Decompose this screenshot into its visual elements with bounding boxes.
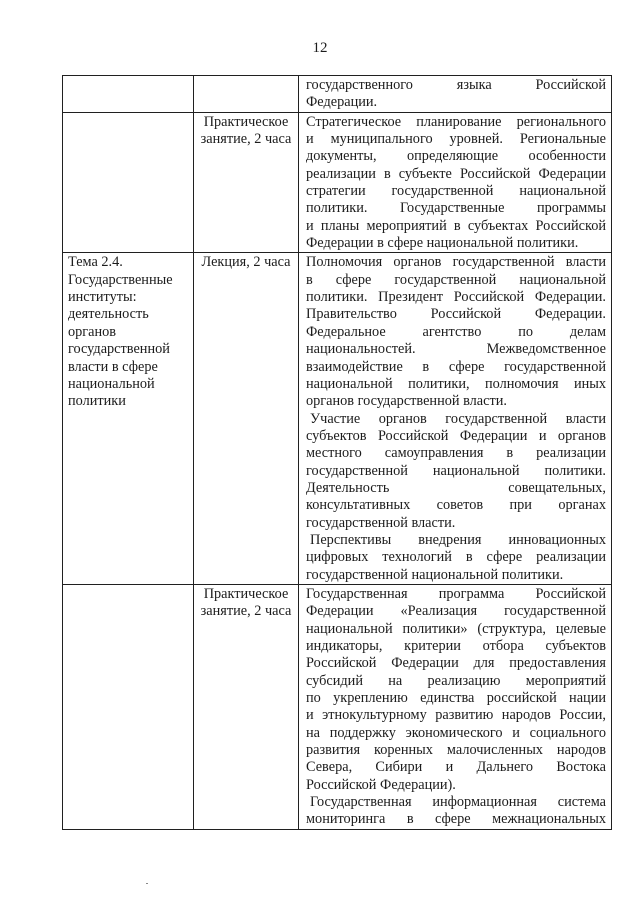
content-line: политики. Президент Российской Федерации. [306, 289, 606, 306]
content-line: государственной национальной политики. [306, 566, 564, 583]
topic-cell [63, 253, 194, 585]
content-line: мониторинга в сфере межнациональных [306, 811, 606, 828]
session-type-cell [194, 253, 299, 585]
content-line: развития коренных малочисленных народов [306, 742, 606, 759]
content-line: Стратегическое планирование регионального [306, 113, 606, 130]
session-type-cell [194, 584, 299, 829]
content-line: Государственная программа Российской [306, 585, 606, 602]
content-line: Правительство Российской Федерации. [306, 306, 606, 323]
topic-text [63, 113, 193, 114]
content-line: государственной власти. [306, 514, 456, 531]
table-row [63, 584, 612, 829]
content-line: Перспективы внедрения инновационных [310, 531, 606, 548]
content-line: Участие органов государственной власти [310, 410, 606, 427]
content-line: Севера, Сибири и Дальнего Востока [306, 759, 606, 776]
session-type-text: Практическое занятие, 2 часа [200, 113, 292, 148]
content-line: в сфере государственной национальной [306, 271, 606, 288]
content-line: Государственная информационная система [310, 794, 606, 811]
content-line: местного самоуправления в реализации [306, 445, 606, 462]
content-line: национальностей. Межведомственное [306, 341, 606, 358]
content-line: государственной национальной политики. [306, 462, 606, 479]
content-cell [299, 584, 612, 829]
topic-cell [63, 76, 194, 113]
session-type-text: Практическое занятие, 2 часа [200, 585, 292, 620]
content-line: индикаторы, критерии отбора субъектов [306, 638, 606, 654]
session-type-cell [194, 112, 299, 253]
content-line: органов государственной власти. [306, 393, 507, 410]
content-line: национальной политики» (структура, целевые [306, 620, 606, 637]
content-cell [299, 253, 612, 585]
table-row [63, 76, 612, 113]
content-line: Федеральное агентство по делам [306, 323, 606, 340]
topic-cell [63, 112, 194, 253]
content-line: Деятельность совещательных, [306, 479, 606, 496]
content-line: Полномочия органов государственной власти [306, 254, 606, 271]
content-line: стратегии государственной национальной [306, 183, 606, 200]
content-line: субъектов Российской Федерации и органов [306, 427, 606, 444]
content-line: Федерации в сфере национальной политики. [306, 235, 579, 252]
curriculum-table-body [63, 76, 612, 830]
content-line: и муниципального уровней. Региональные [306, 131, 606, 148]
content-line: на поддержку экономического и социального [306, 724, 606, 741]
scan-speck [146, 883, 148, 884]
table-row [63, 112, 612, 253]
curriculum-table [62, 75, 612, 830]
table-row [63, 253, 612, 585]
content-line: и этнокультурному развитию народов России, [306, 707, 606, 724]
content-line: Федерации. [306, 94, 378, 111]
session-type-text [194, 76, 298, 77]
content-line: по укреплению единства российской нации [306, 690, 606, 707]
content-line: национальной политики, полномочия иных [306, 375, 606, 392]
topic-cell [63, 584, 194, 829]
content-cell [299, 76, 612, 113]
topic-text [63, 585, 193, 586]
session-type-text: Лекция, 2 часа [201, 254, 291, 271]
content-line: политики. Государственные программы [306, 200, 606, 217]
content-line: взаимодействие в сфере государственной [306, 358, 606, 375]
content-line: консультативных советов при органах [306, 497, 606, 514]
content-line: Российской Федерации). [306, 776, 456, 793]
content-line: государственного языка Российской [306, 77, 606, 93]
content-line: Российской Федерации для предоставления [306, 655, 606, 672]
content-line: Федерации «Реализация государственной [306, 603, 606, 620]
content-line: субсидий на реализацию мероприятий [306, 672, 606, 689]
content-line: цифровых технологий в сфере реализации [306, 549, 606, 566]
topic-text: Тема 2.4. Государственные институты: деятельность органов государственной власти в сфере национальной политики [68, 254, 173, 410]
page-number: 12 [312, 40, 328, 56]
content-line: документы, определяющие особенности [306, 148, 606, 165]
content-cell [299, 112, 612, 253]
content-line: реализации в субъекте Российской Федерации [306, 165, 606, 182]
session-type-cell [194, 76, 299, 113]
content-line: и планы мероприятий в субъектах Российской [306, 217, 606, 234]
topic-text [63, 76, 193, 77]
